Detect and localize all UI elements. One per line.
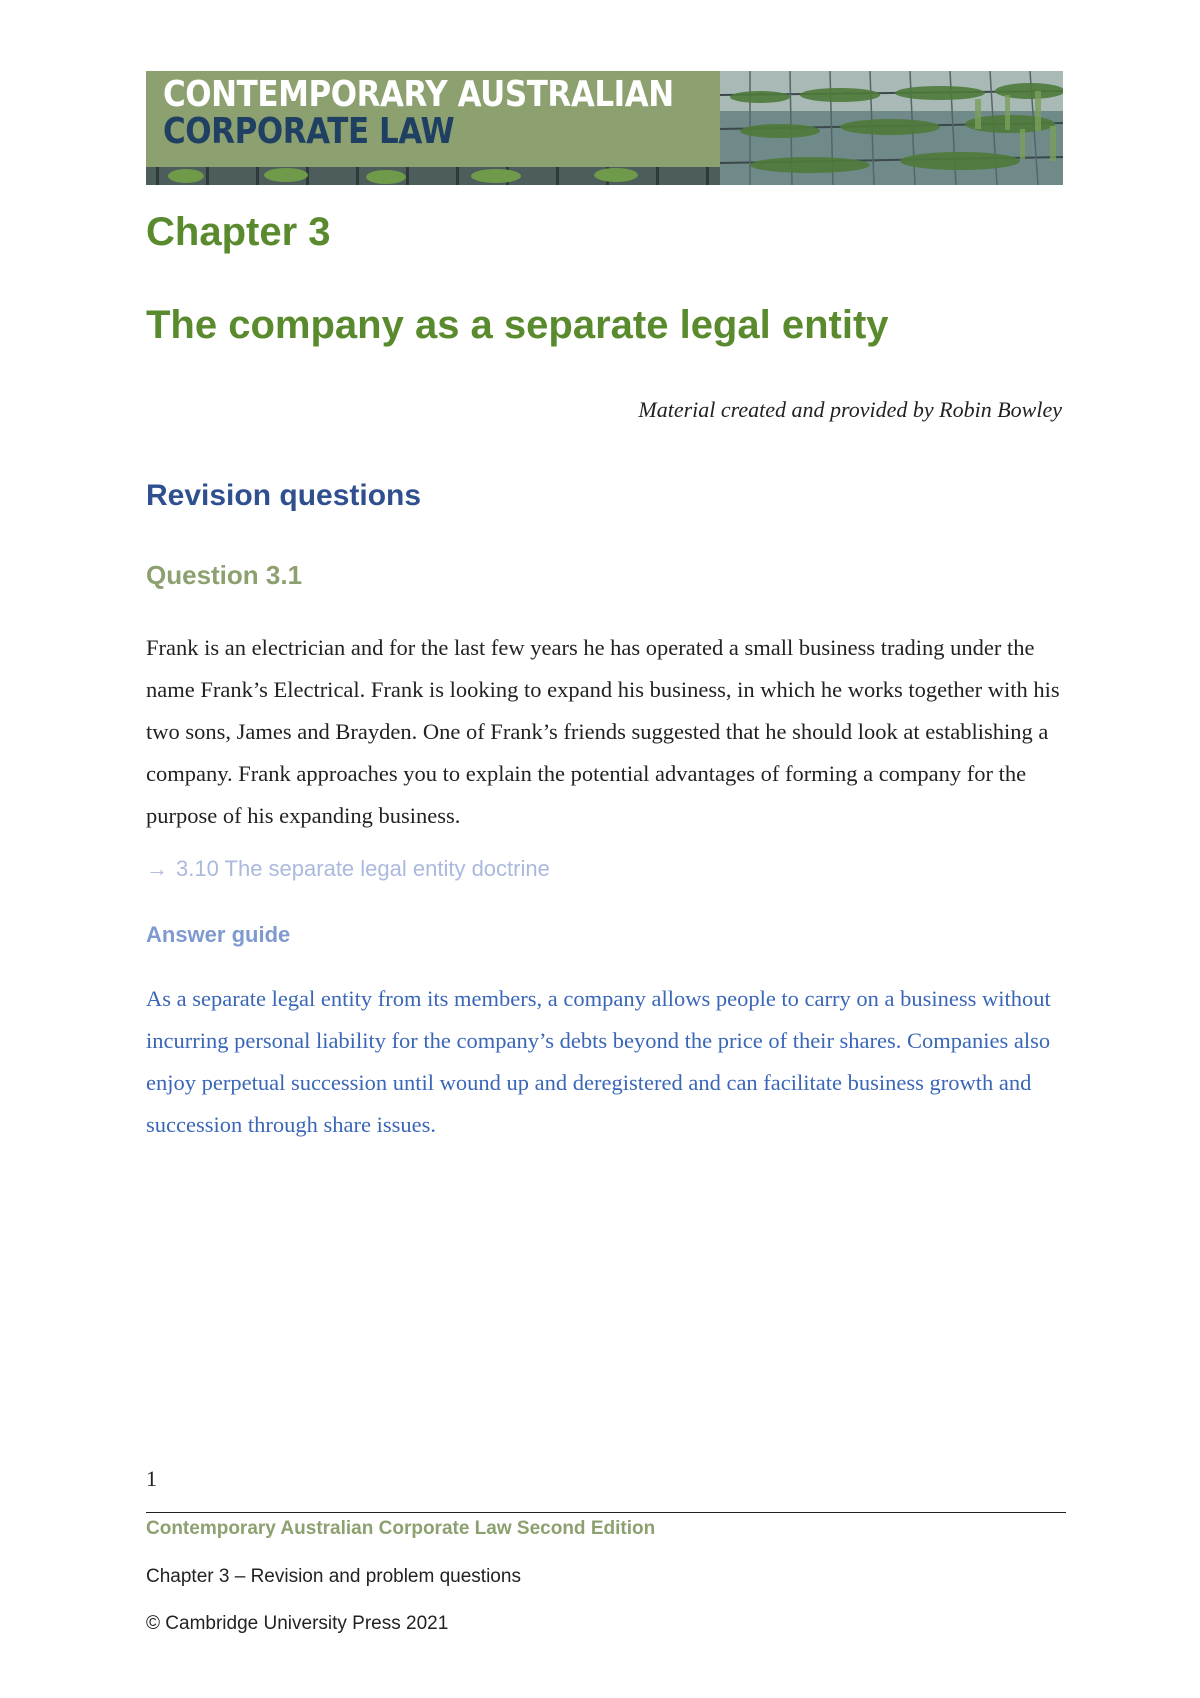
cross-reference-link[interactable] — [146, 856, 550, 882]
chapter-title: The company as a separate legal entity — [146, 303, 889, 347]
footer-chapter-title: Chapter 3 – Revision and problem questions — [146, 1566, 521, 1587]
footer-copyright: © Cambridge University Press 2021 — [146, 1613, 449, 1634]
banner-title-line2: CORPORATE LAW — [163, 111, 455, 152]
author-attribution: Material created and provided by Robin Bowley — [638, 397, 1062, 422]
book-banner — [146, 71, 1063, 185]
question-heading: Question 3.1 — [146, 560, 303, 590]
footer-divider — [146, 1512, 1066, 1513]
footer-book-title: Contemporary Australian Corporate Law Second Edition — [146, 1518, 656, 1539]
cross-reference-text: 3.10 The separate legal entity doctrine — [176, 856, 550, 881]
question-body: Frank is an electrician and for the last few years he has operated a small business trading under the name Frank’s Electrical. Frank is looking to expand his business, in which he works together with his two sons, James and Brayden. One of Frank’s friends suggested that he should look at establishing a company. Frank approaches you to explain the potential advantages of forming a company for the purpose of his expanding business. — [146, 635, 1060, 828]
building-photo — [720, 71, 1063, 185]
chapter-number: Chapter 3 — [146, 210, 331, 254]
banner-title-panel — [146, 71, 720, 167]
section-heading: Revision questions — [146, 479, 422, 512]
page-number: 1 — [146, 1466, 157, 1491]
banner-title-line1: CONTEMPORARY AUSTRALIAN — [163, 74, 674, 115]
answer-body: As a separate legal entity from its members, a company allows people to carry on a business without incurring personal liability for the company’s debts beyond the price of their shares. Companies also enjoy perpetual succession until wound up and deregistered and can facilitate business growth and succession through share issues. — [146, 986, 1051, 1137]
banner-strip-photo — [146, 167, 720, 185]
answer-heading: Answer guide — [146, 922, 291, 947]
arrow-right-icon: → — [146, 856, 168, 881]
